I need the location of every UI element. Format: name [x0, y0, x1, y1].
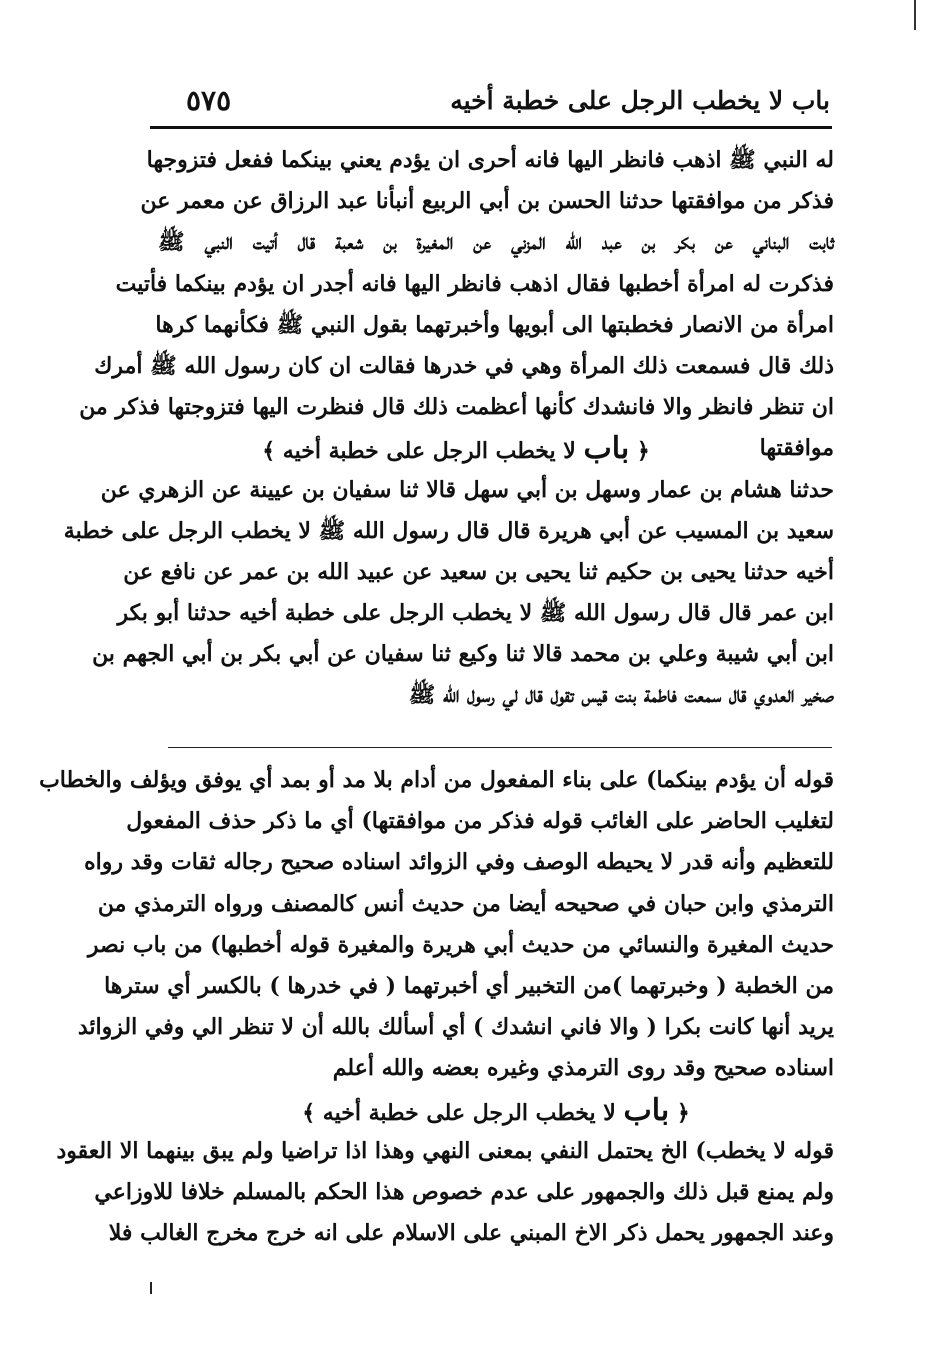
commentary-text	[39, 760, 834, 1254]
text-line: امرأة من الانصار فخطبتها الى أبويها وأخبرتهما بقول النبي ﷺ فكأنهما كرها	[155, 311, 834, 338]
note-line: من الخطبة ( وخبرتهما )من التخبير أي أخبرتهما ( في خدرها ) بالكسر أي سترها	[104, 972, 834, 999]
heading-bracket: ﴾	[302, 1099, 316, 1126]
commentary-heading	[158, 1090, 834, 1131]
text-line: سعيد بن المسيب عن أبي هريرة قال قال رسول الله ﷺ لا يخطب الرجل على خطبة	[63, 517, 834, 544]
header-rule	[150, 126, 832, 129]
note-line: ولم يمنع قبل ذلك والجمهور على عدم خصوص هذا الحكم بالمسلم خلافا للاوزاعي	[94, 1178, 834, 1205]
heading-bracket: ﴿	[676, 1099, 690, 1126]
note-line: يريد أنها كانت بكرا ( والا فاني انشدك ) أي أسألك بالله أن لا تنظر الي وفي الزوائد	[77, 1014, 834, 1041]
text-line: صخير العدوي قال سمعت فاطمة بنت قيس تقول قال لي رسول الله ﷺ	[408, 682, 834, 709]
page-edge-mark	[914, 0, 916, 30]
page-header	[150, 84, 830, 124]
text-line: ابن أبي شيبة وعلي بن محمد قالا ثنا وكيع ثنا سفيان عن أبي بكر بن أبي الجهم بن	[92, 641, 834, 668]
running-title: باب لا يخطب الرجل على خطبة أخيه	[450, 86, 830, 115]
text-line: أخيه حدثنا يحيى بن حكيم ثنا يحيى بن سعيد عن عبيد الله بن عمر عن نافع عن	[123, 558, 834, 585]
note-line: لتغليب الحاضر على الغائب قوله فذكر من موافقتها) أي ما ذكر حذف المفعول	[126, 808, 834, 835]
note-line: اسناده صحيح وقد روى الترمذي وغيره بعضه والله أعلم	[332, 1055, 834, 1082]
note-line: قوله لا يخطب) الخ يحتمل النفي بمعنى النهي وهذا اذا تراضيا ولم يبق بينهما الا العقود	[56, 1137, 834, 1164]
text-line: فذكرت له امرأة أخطبها فقال اذهب فانظر اليها فانه أجدر ان يؤدم بينكما فأتيت	[115, 270, 834, 297]
text-line: له النبي ﷺ اذهب فانظر اليها فانه أحرى ان يؤدم يعني بينكما ففعل فتزوجها	[146, 147, 834, 173]
page-number: ٥٧٥	[186, 84, 232, 117]
note-line: للتعظيم وأنه قدر لا يحيطه الوصف وفي الزوائد اسناده صحيح رجاله ثقات وقد رواه	[84, 849, 834, 876]
note-line: وعند الجمهور يحمل ذكر الاخ المبني على الاسلام على انه خرج مخرج الغالب فلا	[108, 1220, 834, 1247]
main-text	[63, 140, 834, 717]
chapter-heading	[198, 428, 714, 469]
note-line: الترمذي وابن حبان في صحيحه أيضا من حديث أنس كالمصنف ورواه الترمذي من	[97, 890, 834, 917]
text-line: ان تنظر فانظر والا فانشدك كأنها أعظمت ذلك قال فنظرت اليها فتزوجتها فذكر من	[79, 394, 834, 421]
text-line: ابن عمر قال قال رسول الله ﷺ لا يخطب الرجل على خطبة أخيه حدثنا أبو بكر	[117, 600, 834, 627]
chapter-title: لا يخطب الرجل على خطبة أخيه	[282, 438, 576, 465]
text-line: موافقتها	[759, 435, 834, 462]
margin-mark	[150, 1282, 152, 1294]
text-line: ثابت البناني عن بكر بن عبد الله المزني عن المغيرة بن شعبة قال أتيت النبي ﷺ	[158, 229, 834, 256]
heading-bracket: ﴿	[636, 438, 650, 465]
text-line: فذكر من موافقتها حدثنا الحسن بن أبي الربيع أنبأنا عبد الرزاق عن معمر عن	[140, 188, 834, 215]
note-line: قوله أن يؤدم بينكما) على بناء المفعول من أدام بلا مد أو بمد أي يوفق ويؤلف والخطاب	[39, 767, 834, 793]
chapter-label: باب	[623, 1092, 670, 1128]
chapter-label: باب	[583, 431, 630, 467]
text-line: ذلك قال فسمعت ذلك المرأة وهي في خدرها فقالت ان كان رسول الله ﷺ أمرك	[94, 352, 834, 379]
note-line: حديث المغيرة والنسائي من حديث أبي هريرة والمغيرة قوله أخطبها) من باب نصر	[87, 931, 834, 958]
text-line: حدثنا هشام بن عمار وسهل بن أبي سهل قالا ثنا سفيان بن عيينة عن الزهري عن	[100, 476, 834, 503]
chapter-title: لا يخطب الرجل على خطبة أخيه	[322, 1099, 616, 1126]
heading-bracket: ﴾	[262, 438, 276, 465]
chapter-heading-row	[158, 428, 834, 469]
footnote-separator	[168, 747, 832, 748]
